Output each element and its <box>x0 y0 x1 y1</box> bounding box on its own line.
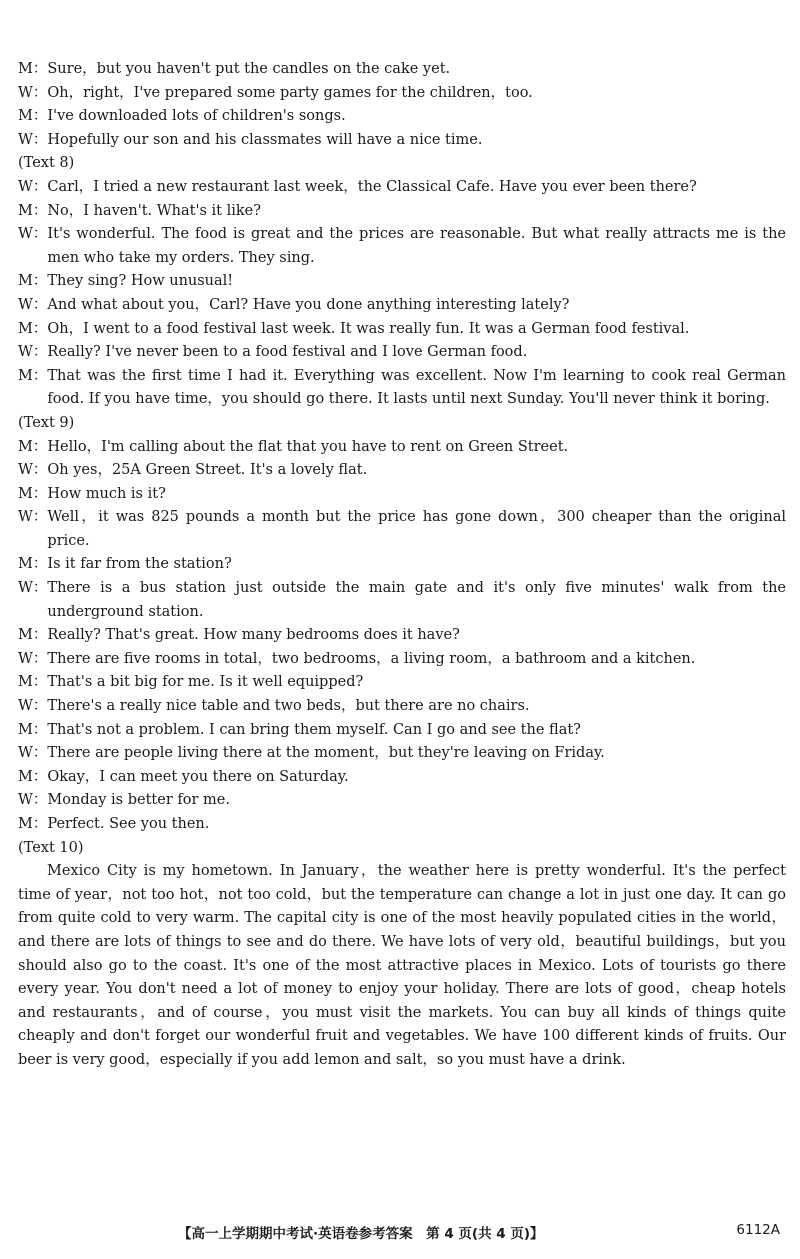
speaker-label: M： <box>18 61 48 77</box>
dialog-text: Hopefully our son and his classmates will have a nice time. <box>47 131 483 148</box>
speaker-label: W： <box>18 226 48 243</box>
speaker-label: W： <box>18 509 48 526</box>
dialog-line <box>18 719 786 743</box>
dialog-line <box>18 318 786 342</box>
dialog-text: There's a really nice table and two beds，but there are no chairs. <box>47 698 530 715</box>
dialog-line <box>18 766 786 790</box>
dialog-line <box>18 624 786 648</box>
speaker-label: M： <box>18 320 48 337</box>
speaker-label: W： <box>18 745 48 762</box>
speaker-label: W： <box>18 580 48 597</box>
page-footer <box>0 1222 800 1242</box>
dialog-text: Okay，I can meet you there on Saturday. <box>47 768 349 785</box>
footer-code: 6112A <box>736 1222 780 1238</box>
dialog-text: Perfect. See you then. <box>47 816 210 832</box>
dialog-line <box>18 82 786 106</box>
text-section-header: (Text 9) <box>18 414 75 431</box>
dialog-text: Sure，but you haven't put the candles on the cake yet. <box>47 61 451 77</box>
dialog-line <box>18 223 786 270</box>
dialog-text: Oh，right，I've prepared some party games for the children，too. <box>47 84 533 101</box>
dialog-line <box>18 459 786 483</box>
speaker-label: W： <box>18 84 48 101</box>
dialog-text: There is a bus station just outside the main gate and it's only five minutes' walk from the underground station. <box>47 580 786 620</box>
dialog-line <box>18 742 786 766</box>
text-section-header: (Text 8) <box>18 155 75 172</box>
speaker-label: M： <box>18 674 48 691</box>
dialog-line <box>18 789 786 813</box>
speaker-label: W： <box>18 650 48 667</box>
speaker-label: M： <box>18 108 48 125</box>
dialog-text: Carl，I tried a new restaurant last week，the Classical Cafe. Have you ever been there? <box>47 178 697 195</box>
dialog-line <box>18 648 786 672</box>
dialog-line <box>18 577 786 624</box>
dialog-text: That was the first time I had it. Everything was excellent. Now I'm learning to cook real German food. If you have time，you should go there. It lasts until next Sunday. You'll never think it boring. <box>47 367 786 408</box>
dialog-line <box>18 341 786 365</box>
speaker-label: M： <box>18 485 48 502</box>
speaker-label: W： <box>18 792 48 809</box>
speaker-label: M： <box>18 768 48 785</box>
dialog-text: There are five rooms in total，two bedrooms，a living room，a bathroom and a kitchen. <box>47 650 696 667</box>
speaker-label: M： <box>18 556 48 573</box>
dialog-text: It's wonderful. The food is great and the prices are reasonable. But what really attracts me is the men who take my orders. They sing. <box>47 226 786 266</box>
speaker-label: M： <box>18 202 48 219</box>
dialog-line <box>18 200 786 224</box>
dialog-line <box>18 553 786 577</box>
speaker-label: W： <box>18 462 48 479</box>
dialog-text: Well，it was 825 pounds a month but the price has gone down，300 cheaper than the original price. <box>47 509 786 549</box>
dialog-line <box>18 671 786 695</box>
speaker-label: W： <box>18 344 48 361</box>
speaker-label: W： <box>18 296 48 313</box>
dialog-text: And what about you，Carl? Have you done anything interesting lately? <box>47 296 570 313</box>
dialog-text: Oh yes，25A Green Street. It's a lovely flat. <box>47 462 368 479</box>
dialog-text: They sing? How unusual! <box>47 273 234 290</box>
dialog-line <box>18 176 786 200</box>
monologue-paragraph: Mexico City is my hometown. In January，the weather here is pretty wonderful. It's the perfect time of year，not too hot，not too cold，but the temperature can change a lot in just one day. It can go from quite cold to very warm. The capital city is one of the most heavily populated cities in the world，and there are lots of things to see and do there. We have lots of very old，beautiful buildings，but you should also go to the coast. It's one of the most attractive places in Mexico. Lots of tourists go there every year. You don't need a lot of money to enjoy your holiday. There are lots of good，cheap hotels and restaurants，and of course，you must visit the markets. You can buy all kinds of things quite cheaply and don't forget our wonderful fruit and vegetables. We have 100 different kinds of fruits. Our beer is very good，especially if you add lemon and salt，so you must have a drink. <box>18 863 786 1068</box>
speaker-label: W： <box>18 698 48 715</box>
dialog-text: Hello，I'm calling about the flat that you have to rent on Green Street. <box>47 438 569 455</box>
dialog-text: Oh，I went to a food festival last week. It was really fun. It was a German food festival. <box>47 320 690 337</box>
speaker-label: W： <box>18 178 48 195</box>
dialog-text: That's not a problem. I can bring them myself. Can I go and see the flat? <box>47 721 581 738</box>
speaker-label: M： <box>18 367 48 384</box>
dialog-line <box>18 294 786 318</box>
dialog-line <box>18 436 786 460</box>
speaker-label: M： <box>18 816 48 832</box>
dialog-text: Really? I've never been to a food festival and I love German food. <box>47 344 528 361</box>
dialog-line <box>18 365 786 412</box>
dialog-text: No，I haven't. What's it like? <box>47 202 261 219</box>
dialog-line <box>18 695 786 719</box>
dialog-line <box>18 58 786 82</box>
speaker-label: W： <box>18 131 48 148</box>
speaker-label: M： <box>18 627 48 644</box>
speaker-label: M： <box>18 273 48 290</box>
footer-title: 【高一上学期期中考试·英语卷参考答案 第 4 页(共 4 页)】 <box>178 1226 544 1242</box>
dialog-line <box>18 105 786 129</box>
dialog-line <box>18 483 786 507</box>
dialog-line <box>18 813 786 837</box>
dialog-line <box>18 270 786 294</box>
dialog-line <box>18 129 786 153</box>
dialog-text: There are people living there at the moment，but they're leaving on Friday. <box>47 745 605 762</box>
dialog-text: Is it far from the station? <box>47 556 232 573</box>
dialog-text: How much is it? <box>47 485 166 502</box>
dialog-line <box>18 506 786 553</box>
transcript-content <box>18 58 786 1073</box>
speaker-label: M： <box>18 438 48 455</box>
dialog-text: Monday is better for me. <box>47 792 230 809</box>
dialog-text: I've downloaded lots of children's songs. <box>47 108 346 125</box>
dialog-text: Really? That's great. How many bedrooms does it have? <box>47 627 460 644</box>
speaker-label: M： <box>18 721 48 738</box>
text-section-header: (Text 10) <box>18 839 84 856</box>
dialog-text: That's a bit big for me. Is it well equipped? <box>47 674 364 691</box>
